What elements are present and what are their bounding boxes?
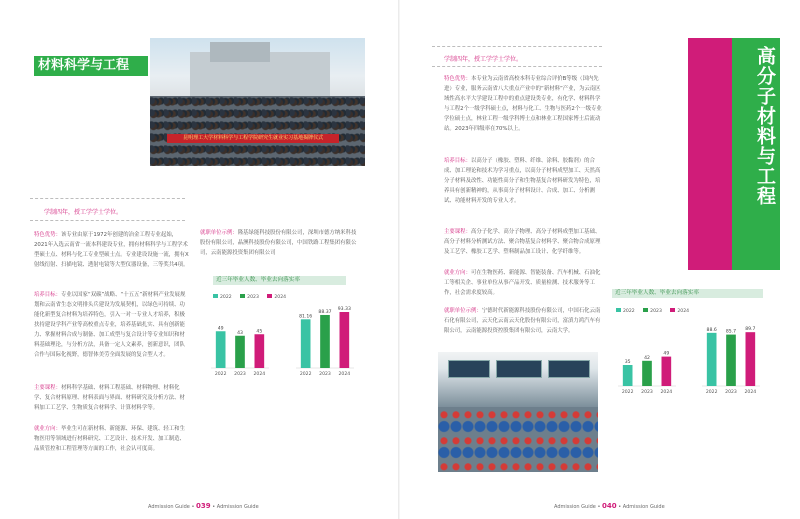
- para-goals: 培养目标：以高分子（橡胶、塑料、纤维、涂料、胶黏剂）的合成、加工理论和技术为学习重点，以高分子材料成型加工、天然高分子材料及改性、功能性高分子和生物基复合材料研发为特色，培养具有创新精神的，从事高分子材料设计、合成、加工、分析测试、功能材料开发的专业人才。: [444, 158, 601, 204]
- bar-2023: [726, 335, 736, 386]
- tick-label-2022: 2022: [214, 372, 227, 377]
- tick-label-2022: 2022: [705, 390, 718, 395]
- data-label-2022: 35: [624, 360, 631, 365]
- bar-2023: [642, 361, 652, 386]
- legend-swatch-2022: [213, 294, 218, 298]
- page-title: 材料科学与工程: [34, 56, 148, 76]
- degree-info: 学制四年，授工学学士学位。: [444, 56, 523, 63]
- bar-2022: [623, 365, 633, 386]
- bar-2023: [320, 315, 330, 368]
- chart-rate-right: [696, 318, 766, 398]
- bar-2024: [746, 332, 756, 386]
- bar-2022: [216, 331, 226, 368]
- para-employers: 就职单位示例：宁德时代新能源科技股份有限公司，中国石化云南石化有限公司，云天化云南云天化股份有限公司，富滇力鸿汽车有限公司，云南能源投资控股集团有限公司，云南大学。: [444, 308, 601, 334]
- bar-2024: [255, 334, 265, 368]
- chart-title: 近三年毕业人数、毕业去向落实率: [612, 289, 763, 298]
- divider: [30, 198, 185, 199]
- legend-swatch-2024: [670, 308, 675, 312]
- bar-2024: [340, 312, 350, 368]
- para-employers: 就职单位示例：隆基绿能科技股份有限公司，深圳市德方纳米科技股份有限公司，晶澳科技股份有限公司，中国铁路工程集团有限公司，云南能源投资集团有限公司: [200, 230, 357, 256]
- data-label-2024: 89.7: [745, 327, 756, 333]
- tick-label-2023: 2023: [319, 372, 331, 377]
- divider: [432, 46, 602, 47]
- divider: [432, 66, 602, 67]
- tick-label-2024: 2024: [660, 390, 673, 395]
- data-label-2023: 43: [237, 330, 243, 336]
- para-goals: 培养目标：专业以国家“双碳”战略、“十五五”新材料产业发展规划和云南省生态文明排头兵建设为发展契机，以绿色可持续、功能化新型复合材料为培养特色，引入一对一专业人才培养，积极扶持建设学科产业等高校重点专业，培养基础扎实、具有创新能力、掌握材料合成与制备、加工成型与复合设计等专业知识和材料基础理论，与分析方法，具备一定人文素养，创新意识，团队合作与国际化视野，德智体美劳全面发展的复合型人才。: [34, 292, 186, 358]
- legend-swatch-2024: [267, 294, 272, 298]
- legend-swatch-2022: [616, 308, 621, 312]
- degree-info: 学制四年，授工学学士学位。: [44, 209, 123, 216]
- chart-grads-right: [612, 318, 682, 398]
- control-room-photo: [438, 352, 598, 407]
- tick-label-2024: 2024: [744, 390, 757, 395]
- ceremony-banner: 昆明理工大学材料科学与工程学院研究生就业实习基地揭牌仪式: [167, 134, 339, 143]
- data-label-2023: 88.37: [318, 309, 332, 315]
- legend-swatch-2023: [240, 294, 245, 298]
- para-courses: 主要课程：材料科学基础、材料工程基础、材料物理、材料化学、复合材料原理、材料表面与界面、材料研究及分析方法、材料加工工艺学、生物质复合材料学、计算材料学等。: [34, 385, 185, 411]
- pink-tab-accent: [688, 38, 732, 270]
- bar-2024: [662, 357, 672, 386]
- para-features: 特色优势：该专业由原于1972年创建的冶金工程专业起始，2021年入选云南省一流本科建设专业，拥有材料科学与工程学术型硕士点、材料与化工专业型硕士点。专业建设设施一流，拥有X射线衍射、扫描电镜、透射电镜等大型仪器设备，三等奖共4项。: [34, 232, 189, 268]
- data-label-2024: 93.33: [337, 307, 351, 313]
- para-courses: 主要课程：高分子化学、高分子物理、高分子材料成型加工基础、高分子材料分析测试方法、聚合物基复合材料学、聚合物合成原理及工艺学、橡胶工艺学、塑料制品加工设计、化学纤维等。: [444, 229, 601, 255]
- divider: [30, 220, 185, 221]
- chart-title: 近三年毕业人数、毕业去向落实率: [213, 276, 346, 285]
- tick-label-2023: 2023: [234, 372, 246, 377]
- data-label-2024: 45: [256, 329, 263, 335]
- page-footer: Admission Guide • 039 • Admission Guide: [148, 502, 259, 510]
- page-footer: Admission Guide • 040 • Admission Guide: [554, 502, 665, 510]
- data-label-2023: 42: [644, 355, 650, 361]
- para-careers: 就业方向：可在生物医药、新能源、智能装备、汽车机械、石油化工等相关企、事业单位从事产品开发、质量检测、技术服务等工作，社会需求度较高。: [444, 270, 601, 296]
- data-label-2023: 85.7: [725, 329, 737, 335]
- para-careers: 就业方向：毕业生可在新材料、新能源、环保、建筑、轻工和生物医用等领域进行材料研究、工艺设计、技术开发、加工制造、品质管控和工程管理等方面的工作，社会认可度高。: [34, 426, 185, 452]
- page-title-vertical: 高分子材料与工程: [754, 46, 776, 206]
- bar-2023: [235, 336, 245, 368]
- group-photo: [150, 38, 365, 166]
- tick-label-2024: 2024: [253, 372, 266, 377]
- chart-legend: 2022 2023 2024: [213, 294, 293, 300]
- bar-2022: [301, 319, 311, 368]
- data-label-2022: 81.16: [299, 314, 313, 320]
- workers-photo: [438, 407, 598, 472]
- tick-label-2022: 2022: [299, 372, 312, 377]
- chart-legend: 2022 2023 2024: [616, 308, 696, 314]
- data-label-2022: 88.6: [706, 327, 717, 333]
- bar-2022: [707, 333, 717, 386]
- data-label-2024: 49: [663, 351, 670, 357]
- para-features: 特色优势：本专业为云南省高校本科专业综合评价B等级（国内先进）专业，服务云南省八大重点产业中的“新材料”产业，为云南区域性高水平大学建设工程中的重点建设类专业，有化学、材料科学与工程2个一级学科硕士点，材料与化工、生物与医药2个一级专业学位硕士点，林业工程一级学科博士点和林业工程国家博士后流动站。2023年四级率在70%以上。: [444, 76, 602, 132]
- chart-grads-left: [205, 300, 275, 380]
- chart-rate-left: [290, 300, 360, 380]
- data-label-2022: 49: [217, 326, 224, 332]
- tick-label-2023: 2023: [725, 390, 737, 395]
- tick-label-2024: 2024: [338, 372, 351, 377]
- tick-label-2023: 2023: [641, 390, 653, 395]
- tick-label-2022: 2022: [621, 390, 634, 395]
- legend-swatch-2023: [643, 308, 648, 312]
